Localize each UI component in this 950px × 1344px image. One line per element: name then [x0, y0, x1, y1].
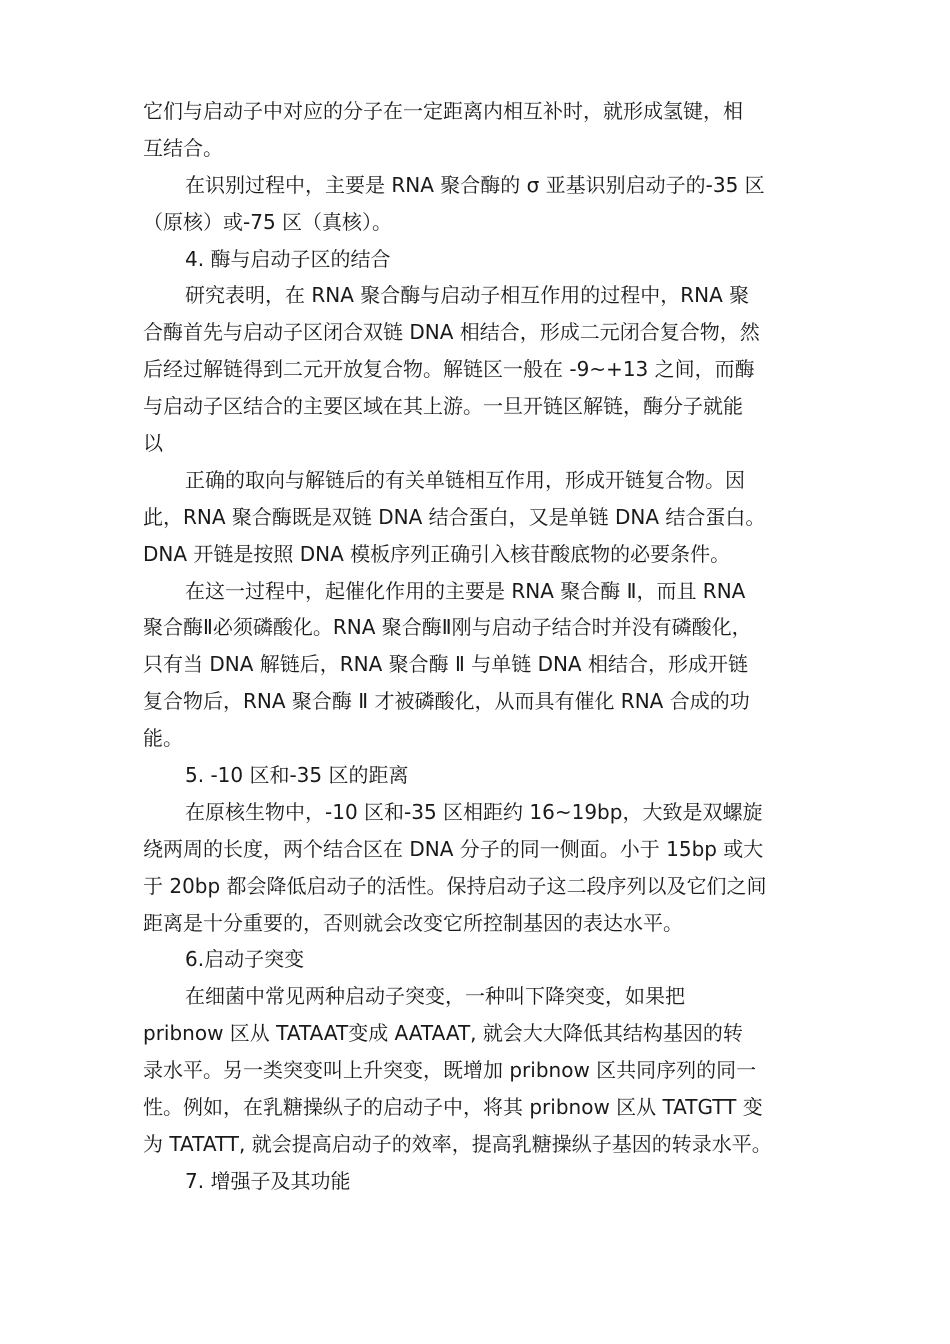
text-line: 为 TATATT, 就会提高启动子的效率，提高乳糖操纵子基因的转录水平。: [143, 1131, 772, 1156]
text-line: 后经过解链得到二元开放复合物。解链区一般在 -9~+13 之间，而酶: [143, 357, 755, 382]
text-line: 聚合酶Ⅱ必须磷酸化。RNA 聚合酶Ⅱ刚与启动子结合时并没有磷酸化，: [143, 615, 752, 640]
text-line: 它们与启动子中对应的分子在一定距离内相互补时，就形成氢键，相: [143, 99, 743, 123]
text-line: 互结合。: [143, 135, 223, 160]
text-line: （原核）或-75 区（真核）。: [143, 209, 393, 234]
text-line: 在细菌中常见两种启动子突变，一种叫下降突变，如果把: [185, 984, 685, 1009]
text-line: 性。例如，在乳糖操纵子的启动子中，将其 pribnow 区从 TATGTT 变: [143, 1095, 763, 1120]
text-line: 在原核生物中，-10 区和-35 区相距约 16~19bp，大致是双螺旋: [185, 799, 763, 824]
text-line: 6.启动子突变: [185, 947, 305, 972]
text-line: 合酶首先与启动子区闭合双链 DNA 相结合，形成二元闭合复合物，然: [143, 320, 760, 345]
text-line: 能。: [143, 726, 183, 751]
text-line: 以: [143, 431, 163, 456]
text-line: DNA 开链是按照 DNA 模板序列正确引入核苷酸底物的必要条件。: [143, 541, 731, 566]
text-line: 7. 增强子及其功能: [185, 1168, 351, 1193]
text-line: 在识别过程中，主要是 RNA 聚合酶的 σ 亚基识别启动子的-35 区: [185, 172, 765, 197]
text-line: 与启动子区结合的主要区域在其上游。一旦开链区解链，酶分子就能: [143, 394, 743, 419]
text-line: 录水平。另一类突变叫上升突变，既增加 pribnow 区共同序列的同一: [143, 1058, 757, 1083]
text-line: 绕两周的长度，两个结合区在 DNA 分子的同一侧面。小于 15bp 或大: [143, 836, 764, 861]
text-line: 在这一过程中，起催化作用的主要是 RNA 聚合酶 Ⅱ，而且 RNA: [185, 578, 746, 603]
text-line: 此，RNA 聚合酶既是双链 DNA 结合蛋白，又是单链 DNA 结合蛋白。: [143, 504, 766, 529]
text-line: 只有当 DNA 解链后，RNA 聚合酶 Ⅱ 与单链 DNA 相结合，形成开链: [143, 652, 748, 677]
text-line: 4. 酶与启动子区的结合: [185, 246, 391, 271]
text-line: 复合物后，RNA 聚合酶 Ⅱ 才被磷酸化，从而具有催化 RNA 合成的功: [143, 689, 750, 714]
text-line: 研究表明，在 RNA 聚合酶与启动子相互作用的过程中，RNA 聚: [185, 283, 750, 308]
document-page: [143, 93, 825, 1200]
text-line: 距离是十分重要的，否则就会改变它所控制基因的表达水平。: [143, 910, 683, 935]
text-line: 正确的取向与解链后的有关单链相互作用，形成开链复合物。因: [185, 467, 745, 492]
text-line: 5. -10 区和-35 区的距离: [185, 763, 409, 788]
text-line: 于 20bp 都会降低启动子的活性。保持启动子这二段序列以及它们之间: [143, 873, 767, 898]
text-line: pribnow 区从 TATAAT变成 AATAAT, 就会大大降低其结构基因的转: [143, 1021, 743, 1046]
